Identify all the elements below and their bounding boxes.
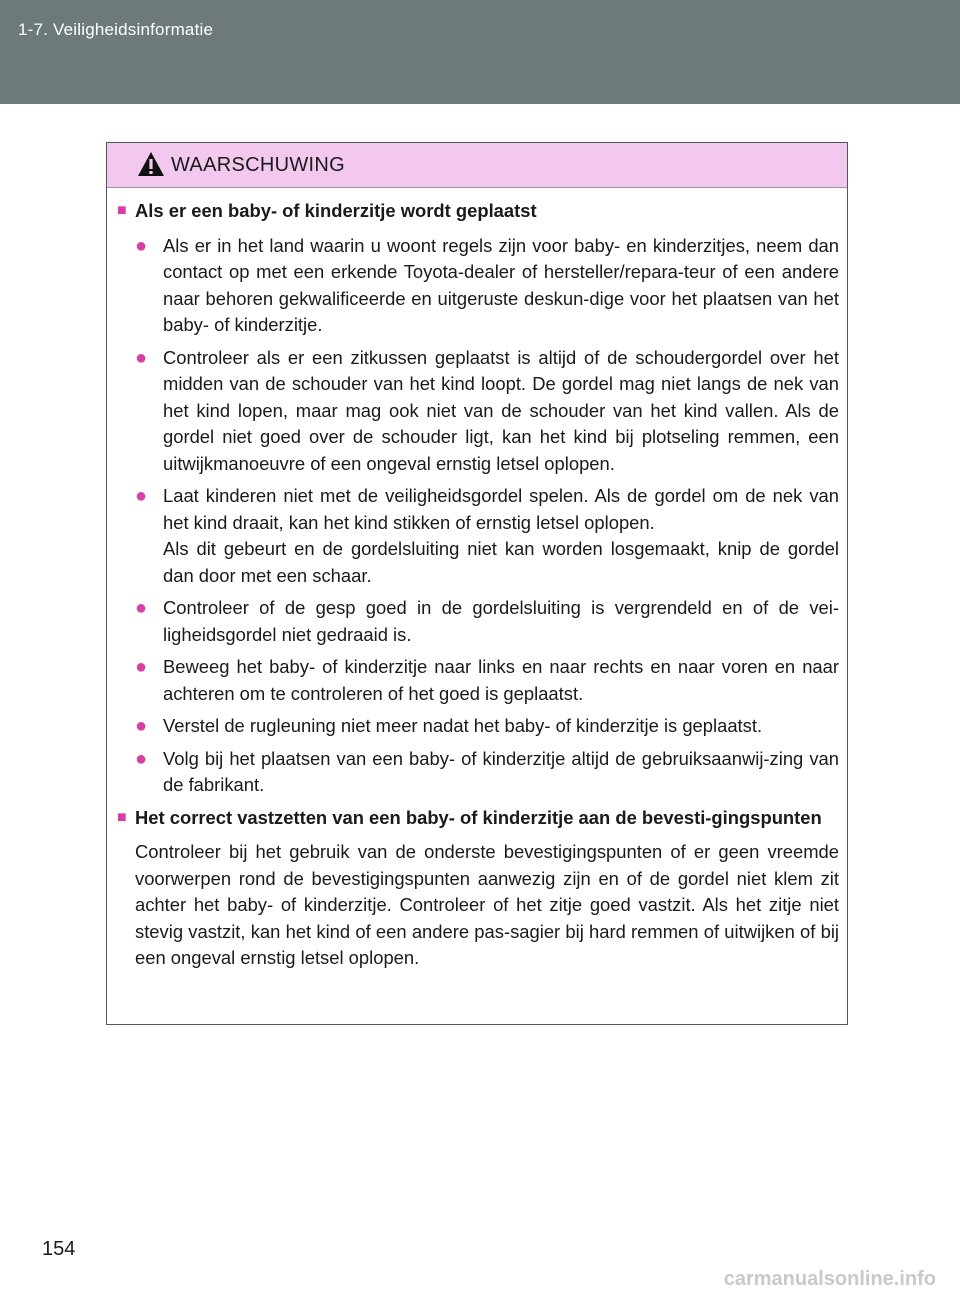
list-item-text: Verstel de rugleuning niet meer nadat het baby- of kinderzitje is geplaatst.	[163, 715, 763, 736]
section-heading-text: Als er een baby- of kinderzitje wordt geplaatst	[135, 200, 537, 221]
list-item-text	[163, 483, 839, 589]
warning-title: WAARSCHUWING	[171, 154, 345, 176]
watermark: carmanualsonline.info	[723, 1268, 936, 1290]
dot-bullet-icon: ●	[135, 485, 148, 507]
list-item-text: Beweeg het baby- of kinderzitje naar links en naar rechts en naar voren en naar achteren om te controleren of het goed is geplaatst.	[163, 656, 839, 704]
warning-box	[106, 142, 848, 1025]
section-heading	[117, 805, 839, 832]
dot-bullet-icon: ●	[135, 234, 148, 257]
list-item	[135, 345, 839, 478]
section-paragraph: Controleer bij het gebruik van de onderste bevestigingspunten of er geen vreemde voorwerpen rond de bevestigingspunten aanwezig zijn en of de gordel niet klem zit achter het baby- of kinderzitje. Controleer of het zitje goed vastzit. Als het zitje niet stevig vastzit, kan het kind of een andere pas-sagier bij hard remmen of uitwijken of bij een ongeval ernstig letsel oplopen.	[135, 841, 839, 968]
list-item-paragraph: Laat kinderen niet met de veiligheidsgordel spelen. Als de gordel om de nek van het kind draait, kan het kind stikken of ernstig letsel oplopen.	[163, 485, 839, 533]
list-item	[135, 233, 839, 339]
warning-header	[107, 143, 847, 188]
list-item-paragraph: Als dit gebeurt en de gordelsluiting niet kan worden losgemaakt, knip de gordel dan door met een schaar.	[163, 538, 839, 586]
list-item-text: Als er in het land waarin u woont regels zijn voor baby- en kinderzitjes, neem dan contact op met een erkende Toyota-dealer of hersteller/repara-teur of een andere naar behoren gekwalificeerde en uitgeruste deskun-dige voor het plaatsen van het baby- of kinderzitje.	[163, 234, 839, 335]
list-item	[135, 654, 839, 707]
list-item	[135, 595, 839, 648]
warning-triangle-icon	[137, 151, 165, 177]
page-number: 154	[42, 1238, 76, 1260]
section-title: 1-7. Veiligheidsinformatie	[18, 20, 214, 39]
dot-bullet-icon: ●	[135, 747, 148, 770]
square-bullet-icon: ■	[117, 202, 127, 219]
list-item	[135, 483, 839, 589]
section-heading-text: Het correct vastzetten van een baby- of kinderzitje aan de bevesti-gingspunten	[135, 806, 822, 828]
dot-bullet-icon: ●	[135, 597, 148, 619]
list-item-text: Controleer of de gesp goed in de gordelsluiting is vergrendeld en of de vei-ligheidsgordel niet gedraaid is.	[163, 597, 839, 645]
list-item	[135, 713, 839, 740]
list-item-text: Controleer als er een zitkussen geplaatst is altijd of de schoudergordel over het midden van de schouder van het kind loopt. De gordel mag niet langs de nek van het kind lopen, maar mag ook niet van de schouder van het kind vallen. Als de gordel niet goed over de schouder ligt, kan het kind bij plotseling remmen, een uitwijkmanoeuvre of een ongeval ernstig letsel oplopen.	[163, 346, 839, 474]
dot-bullet-icon: ●	[135, 656, 148, 678]
warning-content	[107, 188, 847, 972]
dot-bullet-icon: ●	[135, 715, 148, 737]
section-header-bar	[0, 0, 960, 104]
dot-bullet-icon: ●	[135, 346, 148, 369]
section-heading	[117, 198, 839, 225]
square-bullet-icon: ■	[117, 808, 127, 826]
list-item	[135, 746, 839, 799]
list-item-text: Volg bij het plaatsen van een baby- of kinderzitje altijd de gebruiksaanwij-zing van de fabrikant.	[163, 747, 839, 795]
